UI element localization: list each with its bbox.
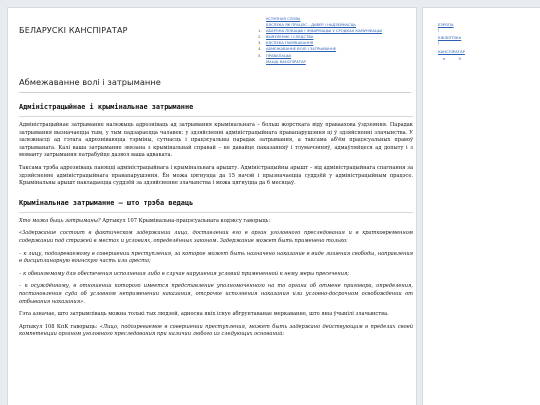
quote-text: «Лицо, подозреваемое в совершении преступления, может быть задержано действующим в пределах своей компетенции органом уголовного преследования при наличии любого из следующих оснований: [19, 323, 413, 338]
nav-item-number: 1. [258, 29, 262, 34]
nav-item-label[interactable]: МАЦЦІ КАНСПІРАТАР [266, 59, 306, 64]
nav-item-label[interactable]: ВЫЯЎЛЕННЕ І СЛЕДСТВА [266, 35, 314, 40]
library-link[interactable]: БІБЛІЯТЭКА [438, 35, 462, 40]
separator: | [438, 27, 440, 32]
section-heading: Адміністрацыйнае і крымінальнае затрыманне [19, 103, 194, 111]
nav-item-number [258, 59, 266, 65]
nav-item-label[interactable]: ПРАВАПАЦЫІ [266, 53, 292, 58]
language-link[interactable]: ЕЗРОПА [438, 22, 454, 27]
paragraph [19, 324, 413, 339]
quote-paragraph: – к обвиняемому для обеспечения исполнения либо в случае нарушения условий примененной к нему меры пресечения; [19, 270, 350, 277]
conspirator-link[interactable]: КАНСПІРАТАР [438, 49, 465, 54]
paragraph-text: Артыкул 108 КпК гаворыць: [19, 323, 100, 330]
article-content [19, 103, 413, 344]
quote-paragraph: – к лицу, подозреваемому в совершении преступления, за которое может быть назначено наказание в виде лишения свободы, направления в дисциплинарную воинскую часть или ареста; [19, 250, 413, 265]
site-title[interactable]: БЕЛАРУСКІ КАНСПІРАТАР [19, 26, 128, 35]
separator: | [438, 40, 440, 45]
nav-intro-link[interactable]: УСТУПНАЯ СЛОВА [266, 17, 301, 21]
page-title: Абмежаванне волі і затрыманне [19, 77, 161, 87]
paragraph: Гэта азначае, што затрымліваць можна толькі тых людзей, адносна якіх існуе абгрунтаванае меркаванне, што яны ўчынілі злачынства. [19, 311, 389, 318]
nav-item-number: 3. [258, 41, 262, 46]
paragraph [19, 218, 413, 226]
nav-item[interactable] [258, 59, 408, 65]
right-sidebar [423, 8, 540, 405]
main-page [8, 8, 416, 405]
nav-item-number: 5. [258, 53, 262, 58]
section-heading: Крымінальнае затрыманне – што трэба ведаць [19, 198, 194, 207]
nav-item-label[interactable]: БЯСПЕКА ПАМЯШКАННЯ [266, 41, 314, 46]
section-divider [19, 116, 413, 117]
quote-paragraph: – к осуждённому, в отношении которого имеется представление уполномоченного на то органа об отмене приговора, определения, постановления суда об условном неприменении наказания, отсрочке исполнения наказания или условно-досрочном освобождении от отбывания наказания». [19, 283, 413, 305]
paragraph: Адміністрацыйнае затрыманне належыць адрозніваць ад затрымання крымінальнага – больш жорсткага віду праваахова ўздзеяння. Парадак затрымання вызначаецца тым, у тым падзараецца чалавек: у здзяйсненні адміністрацыйнага правапарушэння ці ў здзяйсненні злачынства. У залежнасці ад гэтага адрозніваюцца тэрміны, сутнасць і працэсуальны парадак затрымання, а таксама аб'ём працэсуальных правоў затрыманага. Калі ваша затрыманне звязана з крымінальнай справай – не давайце паказанняў і тлумачэнняў, адмаўляйцеся ад допыту і з моманту затрымання патрабуйце дазвол ваша адваката. [19, 122, 413, 159]
nav-item-number: 2. [258, 35, 262, 40]
nav-item-number: 4. [258, 47, 262, 52]
nav-item-label[interactable]: АБАРОНА ЛОКАЦЫІ І ІНФАРМАЦЫІ У СРОДКАХ КАМУНІКАЦЫІ [266, 29, 383, 34]
sidebar-extra-links[interactable]: e 9 [443, 56, 467, 61]
nav-item-label[interactable]: АБМЕЖАВАННЕ ВОЛІ І ЗАТРЫМАННЕ [266, 47, 337, 52]
top-navigation [258, 16, 408, 65]
section-divider [19, 212, 413, 213]
nav-item-label[interactable]: БЯСПЕКА ЯК ПРАЦЭС – ДАВЕР І НАДЗЕЙНАСЦЬ [266, 23, 356, 28]
question-lead: Хто можа быць затрыманы? [19, 217, 101, 224]
paragraph-text: Артыкул 107 Крымінальна-працэсуальнага кодэксу гаворыць: [100, 217, 271, 224]
title-divider [19, 92, 411, 93]
quote-paragraph: «Задержание состоит в фактическом задержании лица, доставлении его в орган уголовного преследования и в кратковременном содержании под стражей в местах и условиях, определённых законом. Задержание может быть применено только: [19, 230, 413, 244]
paragraph: Таксама трэба адрозніваць паняцці адміністрацыйнага і крымінальнага арышту. Адміністрацыйны арышт – від адміністрацыйнага спагнання за здзяйсненне адміністрацыйнага правапарушэння. Ён можа цягнуцца да 15 начэй і прызначаецца суддзёй у адміністрацыйным працэсе. Крымінальны арышт накладаецца суддзёй за здзяйсненне злачынства і можа цягнуцца да 6 месяцаў. [19, 164, 413, 187]
